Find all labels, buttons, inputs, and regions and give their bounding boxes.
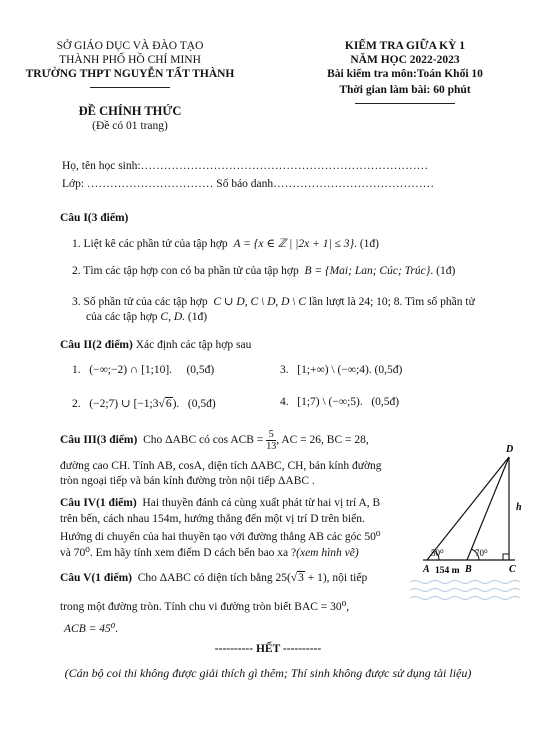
- q3-line1: Câu III(3 điểm) Cho ΔABC có cos ACB = $\frac{5}{13}$ , AC = 26, BC = 28,: [60, 429, 369, 452]
- q3-line3: tròn ngoại tiếp và bán kính đường tròn nội tiếp ΔABC .: [60, 475, 315, 487]
- q1-item3: 3. Số phần tử của các tập hợp C ∪ D, C \ D, D \ C lần lượt là 24; 10; 8. Tìm số phần tử: [72, 296, 475, 308]
- label-a: A: [423, 564, 430, 575]
- q2-item2: 2. (−2;7) ∪ [−1;3√6). (0,5đ): [72, 398, 216, 410]
- page-count: (Đề có 01 trang): [92, 120, 168, 132]
- q4-line4: và 70⁰. Em hãy tính xem điểm D cách bến bao xa ?(xem hình vẽ): [60, 547, 359, 559]
- angle-b-label: 70⁰: [475, 548, 488, 558]
- q2-item4: 4. [1;7) \ (−∞;5). (0,5đ): [280, 396, 400, 408]
- q2-item3: 3. [1;+∞) \ (−∞;4). (0,5đ): [280, 364, 403, 376]
- q5-line1: Câu V(1 điểm) Cho ΔABC có diện tích bằng 25(√3 + 1), nội tiếp: [60, 572, 368, 584]
- q1-item3-cont: của các tập hợp C, D. (1đ): [86, 311, 208, 323]
- q5-line2: trong một đường tròn. Tính chu vi đường tròn biết BAC = 30⁰,: [60, 601, 350, 613]
- q3-line2: đường cao CH. Tính AB, cosA, diện tích ΔABC, CH, bán kính đường: [60, 460, 382, 472]
- q4-line2: trên bến, cách nhau 154m, hướng thẳng đến một vị trí D trên biển.: [60, 513, 365, 525]
- header-dept: SỞ GIÁO DỤC VÀ ĐÀO TẠO: [56, 40, 204, 52]
- end-marker: ---------- HẾT ----------: [214, 643, 322, 655]
- q4-line3: Hướng di chuyển của hai thuyền tạo với đường thẳng AB các góc 50⁰: [60, 531, 381, 543]
- right-angle-mark: [503, 554, 509, 560]
- header-school: TRƯỜNG THPT NGUYỄN TẤT THÀNH: [25, 68, 235, 80]
- label-h: h: [516, 502, 522, 513]
- student-name-line: Họ, tên học sinh:…………………………………………………………………: [62, 160, 429, 172]
- base-length-label: 154 m: [435, 566, 460, 576]
- label-b: B: [465, 564, 472, 575]
- q1-item2: 2. Tìm các tập hợp con có ba phần tử của tập hợp B = {Mai; Lan; Cúc; Trúc}. (1đ): [72, 265, 456, 277]
- exam-time: Thời gian làm bài: 60 phút: [339, 84, 471, 96]
- label-d: D: [506, 444, 514, 455]
- header-city: THÀNH PHỐ HỒ CHÍ MINH: [59, 54, 201, 66]
- q3-fraction: $\frac{5}{13}$: [266, 429, 277, 452]
- q1-item1: 1. Liệt kê các phần tử của tập hợp A = {x ∈ ℤ | |2x + 1| ≤ 3}. (1đ): [72, 238, 379, 250]
- student-class-line: Lớp: …………………………… Số báo danh……………………………………: [62, 178, 435, 190]
- q2-item1: 1. (−∞;−2) ∩ [1;10]. (0,5đ): [72, 364, 215, 376]
- q5-line3: ACB = 45⁰.: [64, 623, 119, 635]
- exam-subject: Bài kiểm tra môn:Toán Khối 10: [327, 68, 483, 80]
- line-ad: [427, 457, 509, 560]
- official-label: ĐỀ CHÍNH THỨC: [78, 104, 182, 118]
- header-right-divider: [355, 103, 455, 104]
- label-c: C: [509, 564, 516, 575]
- wave-lines: [410, 581, 520, 600]
- angle-a-label: 50⁰: [431, 548, 444, 558]
- q2-heading: Câu II(2 điểm) Xác định các tập hợp sau: [60, 339, 252, 351]
- line-bd: [467, 457, 509, 560]
- exam-title: KIỂM TRA GIỮA KỲ 1: [344, 40, 466, 52]
- footer-note: (Cán bộ coi thi không được giải thích gì thêm; Thí sinh không được sử dụng tài liệu): [64, 666, 472, 680]
- header-divider: [90, 87, 170, 88]
- exam-year: NĂM HỌC 2022-2023: [350, 54, 460, 66]
- q1-title: Câu I(3 điểm): [60, 212, 129, 224]
- boat-figure: [405, 440, 530, 610]
- q4-line1: Câu IV(1 điểm) Hai thuyền đánh cá cùng xuất phát từ hai vị trí A, B: [60, 497, 381, 509]
